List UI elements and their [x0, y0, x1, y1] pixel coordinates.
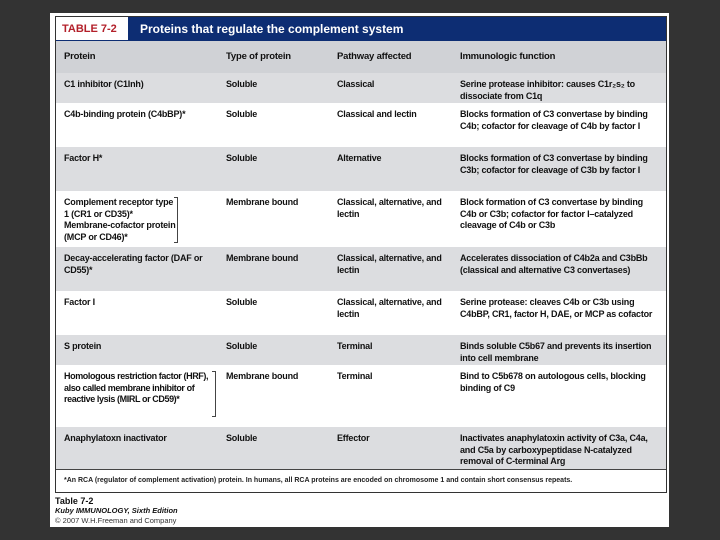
table-row	[56, 335, 666, 365]
table-row	[56, 365, 666, 427]
table-row	[56, 73, 666, 103]
cell-protein: C1 inhibitor (C1Inh)	[64, 79, 144, 89]
cell-function: Blocks formation of C3 convertase by binding C3b; cofactor for cleavage of C3b by factor I	[460, 153, 648, 175]
bracket-mark	[174, 197, 178, 243]
cell-type: Membrane bound	[226, 253, 299, 263]
slide-page	[50, 13, 669, 527]
cell-pathway: Effector	[337, 433, 370, 443]
cell-protein: Anaphylatoxn inactivator	[64, 433, 167, 443]
cell-pathway: Classical, alternative, and lectin	[337, 253, 442, 275]
cell-type: Soluble	[226, 341, 258, 351]
cell-function: Accelerates dissociation of C4b2a and C3bBb (classical and alternative C3 convertases)	[460, 253, 648, 275]
cell-protein: Factor I	[64, 297, 95, 307]
header-type: Type of protein	[226, 51, 291, 62]
table-row	[56, 147, 666, 191]
table-row	[56, 427, 666, 469]
cell-type: Soluble	[226, 153, 258, 163]
table-row	[56, 291, 666, 335]
caption-label: Table 7-2	[55, 496, 94, 506]
header-function: Immunologic function	[460, 51, 556, 62]
cell-protein: S protein	[64, 341, 102, 351]
cell-type: Soluble	[226, 297, 258, 307]
header-protein: Protein	[64, 51, 96, 62]
cell-function: Binds soluble C5b67 and prevents its insertion into cell membrane	[460, 341, 652, 363]
table-row	[56, 247, 666, 291]
cell-type: Membrane bound	[226, 371, 299, 381]
cell-pathway: Alternative	[337, 153, 382, 163]
caption-copyright: © 2007 W.H.Freeman and Company	[55, 516, 177, 525]
cell-protein: Complement receptor type 1 (CR1 or CD35)* Membrane-cofactor protein (MCP or CD46)*	[64, 197, 176, 242]
cell-type: Membrane bound	[226, 197, 299, 207]
complement-table	[55, 16, 667, 493]
table-row	[56, 191, 666, 247]
cell-protein: C4b-binding protein (C4bBP)*	[64, 109, 186, 119]
cell-function: Blocks formation of C3 convertase by binding C4b; cofactor for cleavage of C4b by factor I	[460, 109, 648, 131]
header-pathway: Pathway affected	[337, 51, 412, 62]
cell-function: Bind to C5b678 on autologous cells, blocking binding of C9	[460, 371, 646, 393]
cell-pathway: Classical	[337, 79, 375, 89]
cell-pathway: Terminal	[337, 341, 373, 351]
cell-function: Serine protease: cleaves C4b or C3b using C4bBP, CR1, factor H, DAE, or MCP as cofactor	[460, 297, 653, 319]
table-label: TABLE 7-2	[56, 17, 128, 41]
cell-function: Inactivates anaphylatoxin activity of C3a, C4a, and C5a by carboxypeptidase N-catalyzed removal of C-terminal Arg	[460, 433, 648, 466]
caption	[55, 496, 178, 526]
table-footnote: *An RCA (regulator of complement activation) protein. In humans, all RCA proteins are encoded on chromosome 1 and contain short consensus repeats.	[56, 469, 666, 493]
cell-pathway: Classical, alternative, and lectin	[337, 197, 442, 219]
cell-pathway: Classical, alternative, and lectin	[337, 297, 442, 319]
bracket-mark	[212, 371, 216, 417]
table-row	[56, 103, 666, 147]
cell-protein: Homologous restriction factor (HRF), also called membrane inhibitor of reactive lysis (MIRL or CD59)*	[64, 371, 209, 404]
cell-pathway: Terminal	[337, 371, 373, 381]
cell-type: Soluble	[226, 109, 258, 119]
cell-protein: Factor H*	[64, 153, 103, 163]
cell-type: Soluble	[226, 79, 258, 89]
cell-protein: Decay-accelerating factor (DAF or CD55)*	[64, 253, 203, 275]
cell-pathway: Classical and lectin	[337, 109, 417, 119]
cell-type: Soluble	[226, 433, 258, 443]
cell-function: Serine protease inhibitor: causes C1r₂s₂ to dissociate from C1q	[460, 79, 635, 101]
caption-book: Kuby IMMUNOLOGY, Sixth Edition	[55, 506, 178, 515]
header-row	[56, 41, 666, 73]
cell-function: Block formation of C3 convertase by binding C4b or C3b; cofactor for factor I–catalyzed cleavage of C4b or C3b	[460, 197, 643, 230]
table-title: Proteins that regulate the complement system	[140, 22, 404, 36]
table-title-bar	[56, 17, 666, 41]
